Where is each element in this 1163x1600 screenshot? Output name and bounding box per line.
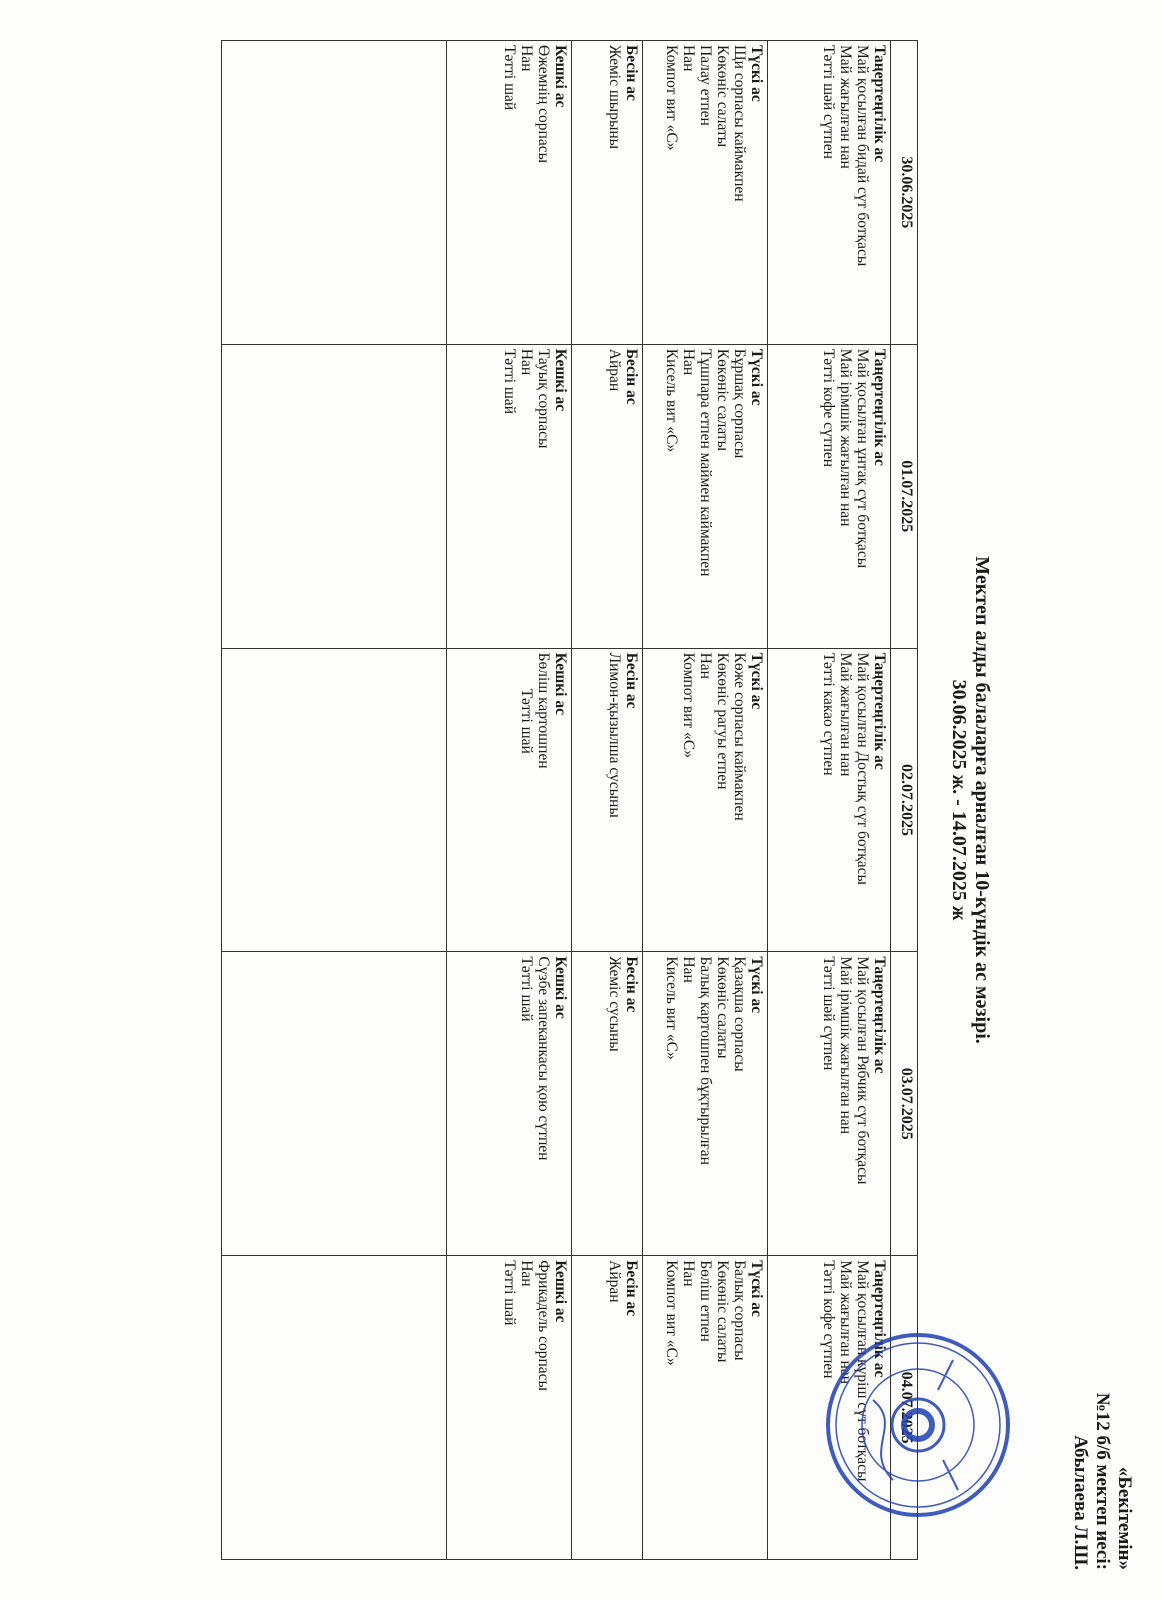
- menu-item: Балық картошпен бұқтырылған: [697, 956, 714, 1165]
- menu-item: Май жағылған нан: [837, 652, 854, 777]
- snack-cell: [572, 41, 643, 345]
- dinner-row: [447, 41, 572, 1560]
- meal-heading: Кешкі ас: [552, 45, 569, 108]
- dinner-cell: [447, 1256, 572, 1560]
- menu-item: Көкөніс салаты: [714, 348, 731, 452]
- meal-heading: Түскі ас: [748, 348, 765, 406]
- menu-item: Нан: [680, 348, 697, 376]
- official-seal-stamp: [823, 1330, 1013, 1520]
- date-header: 01.07.2025: [891, 344, 918, 648]
- menu-item: Май қосылған Достық сүт ботқасы: [854, 652, 871, 885]
- meal-heading: Түскі ас: [748, 652, 765, 710]
- menu-item: Тәтті шай: [501, 45, 518, 111]
- menu-item: Көкөніс салаты: [714, 956, 731, 1059]
- snack-cell: [572, 1256, 643, 1560]
- snack-cell: [572, 344, 643, 648]
- menu-item: Тәтті кофе сүтпен: [820, 1260, 837, 1379]
- lunch-cell: [643, 648, 768, 952]
- menu-item: Айран: [606, 1260, 623, 1303]
- breakfast-cell: [768, 952, 891, 1256]
- date-header: 04.07.2025: [891, 1256, 918, 1560]
- lunch-cell: [643, 1256, 768, 1560]
- meal-heading: Бесін ас: [623, 1260, 640, 1317]
- menu-item: Көкөніс салаты: [714, 45, 731, 148]
- menu-item: Лимон-қызылша сусыны: [606, 652, 623, 818]
- menu-item: Нан: [680, 956, 697, 983]
- meal-heading: Таңертеңгілік ас: [871, 1260, 888, 1378]
- menu-item: Май ірімшік жағылған нан: [837, 956, 854, 1135]
- menu-item: Сүзбе запеканкасы қою сүтпен: [535, 956, 552, 1161]
- menu-item: Тәтті шай: [518, 956, 535, 1022]
- empty-cell: [222, 344, 447, 648]
- meal-heading: Таңертеңгілік ас: [871, 348, 888, 466]
- menu-item: Бөліш картошпен: [535, 652, 552, 769]
- menu-item: Компот вит «С»: [680, 652, 697, 759]
- approval-block: [1069, 1270, 1135, 1570]
- empty-cell: [222, 952, 447, 1256]
- lunch-cell: [643, 41, 768, 345]
- menu-item: Бөліш етпен: [697, 1260, 714, 1342]
- menu-item: Щи сорпасы каймакпен: [731, 45, 748, 202]
- menu-item: Тәтті шай: [501, 1260, 518, 1326]
- menu-item: Нан: [518, 1260, 535, 1287]
- menu-item: Көкөніс рагуы етпен: [714, 652, 731, 790]
- menu-item: Тәтті шай: [501, 348, 518, 414]
- empty-row: [222, 41, 447, 1560]
- menu-item: Тәтті шай: [518, 688, 535, 754]
- menu-item: Нан: [518, 45, 535, 72]
- snack-cell: [572, 648, 643, 952]
- meal-heading: Бесін ас: [623, 956, 640, 1013]
- menu-item: Компот вит «С»: [663, 1260, 680, 1366]
- dinner-cell: [447, 648, 572, 952]
- menu-item: Кисель вит «С»: [663, 956, 680, 1060]
- menu-item: Палау етпен: [697, 45, 714, 126]
- approval-line-3: Абылаева Л.Ш.: [1070, 1435, 1091, 1570]
- menu-item: Қазақша сорпасы: [731, 956, 748, 1072]
- menu-item: Кисель вит «С»: [663, 348, 680, 453]
- menu-item: Май жағылған нан: [837, 45, 854, 169]
- meal-heading: Түскі ас: [748, 45, 765, 102]
- menu-item: Тәтті кофе сүтпен: [820, 348, 837, 468]
- meal-heading: Кешкі ас: [552, 1260, 569, 1323]
- meal-heading: Таңертеңгілік ас: [871, 652, 888, 770]
- empty-cell: [222, 1256, 447, 1560]
- menu-item: Май жағылған нан: [837, 1260, 854, 1384]
- menu-item: Нан: [680, 1260, 697, 1287]
- menu-item: Нан: [518, 348, 535, 376]
- meal-heading: Бесін ас: [623, 652, 640, 709]
- breakfast-cell: [768, 344, 891, 648]
- title-line-2: 30.06.2025 ж. - 14.07.2025 ж: [948, 679, 970, 921]
- meal-heading: Бесін ас: [623, 348, 640, 405]
- meal-heading: Кешкі ас: [552, 956, 569, 1019]
- menu-item: Бұршақ сорпасы: [731, 348, 748, 459]
- meal-heading: Таңертеңгілік ас: [871, 45, 888, 163]
- meal-heading: Кешкі ас: [552, 652, 569, 715]
- date-header: 30.06.2025: [891, 41, 918, 345]
- meal-heading: Түскі ас: [748, 1260, 765, 1317]
- menu-item: Нан: [680, 45, 697, 72]
- snack-cell: [572, 952, 643, 1256]
- menu-table: [221, 40, 918, 1560]
- lunch-cell: [643, 952, 768, 1256]
- menu-item: Май ірімшік жағылған нан: [837, 348, 854, 527]
- menu-item: Компот вит «С»: [663, 45, 680, 151]
- lunch-cell: [643, 344, 768, 648]
- dinner-cell: [447, 344, 572, 648]
- lunch-row: [643, 41, 768, 1560]
- dinner-cell: [447, 952, 572, 1256]
- menu-item: Өжемнің сорпасы: [535, 45, 552, 164]
- dinner-cell: [447, 41, 572, 345]
- approval-line-1: «Бекітемін»: [1114, 1466, 1135, 1570]
- title-line-1: Мектеп алды балаларға арналған 10-күндік ас мәзірі.: [971, 556, 993, 1044]
- menu-item: Май қосылған Рябчик сүт ботқасы: [854, 956, 871, 1185]
- snack-row: [572, 41, 643, 1560]
- breakfast-cell: [768, 41, 891, 345]
- menu-item: Май қосылған күріш сүт ботқасы: [854, 1260, 871, 1482]
- menu-item: Көкөніс салаты: [714, 1260, 731, 1363]
- menu-item: Нан: [697, 652, 714, 679]
- menu-item: Айран: [606, 348, 623, 392]
- menu-item: Тәтті шәй сүтпен: [820, 45, 837, 159]
- meal-heading: Таңертеңгілік ас: [871, 956, 888, 1074]
- menu-item: Май қосылған бидай сүт ботқасы: [854, 45, 871, 267]
- meal-heading: Кешкі ас: [552, 348, 569, 412]
- meal-heading: Түскі ас: [748, 956, 765, 1014]
- menu-item: Тұшпара етпен маймен каймакпен: [697, 348, 714, 577]
- meal-heading: Бесін ас: [623, 45, 640, 101]
- menu-item: Фрикадель сорпасы: [535, 1260, 552, 1391]
- menu-item: Балық сорпасы: [731, 1260, 748, 1361]
- menu-item: Жеміс шырыны: [606, 45, 623, 150]
- menu-item: Тауық сорпасы: [535, 348, 552, 449]
- menu-item: Тәтті шәй сүтпен: [820, 956, 837, 1071]
- menu-item: Тәтті какао сүтпен: [820, 652, 837, 776]
- empty-cell: [222, 41, 447, 345]
- approval-line-2: №12 б/б мектеп иесі:: [1092, 1392, 1113, 1570]
- menu-item: Жеміс сусыны: [606, 956, 623, 1052]
- empty-cell: [222, 648, 447, 952]
- date-header: 03.07.2025: [891, 952, 918, 1256]
- date-header: 02.07.2025: [891, 648, 918, 952]
- menu-item: Май қосылған ұнтақ сүт ботқасы: [854, 348, 871, 569]
- menu-item: Көже сорпасы каймакпен: [731, 652, 748, 821]
- breakfast-cell: [768, 648, 891, 952]
